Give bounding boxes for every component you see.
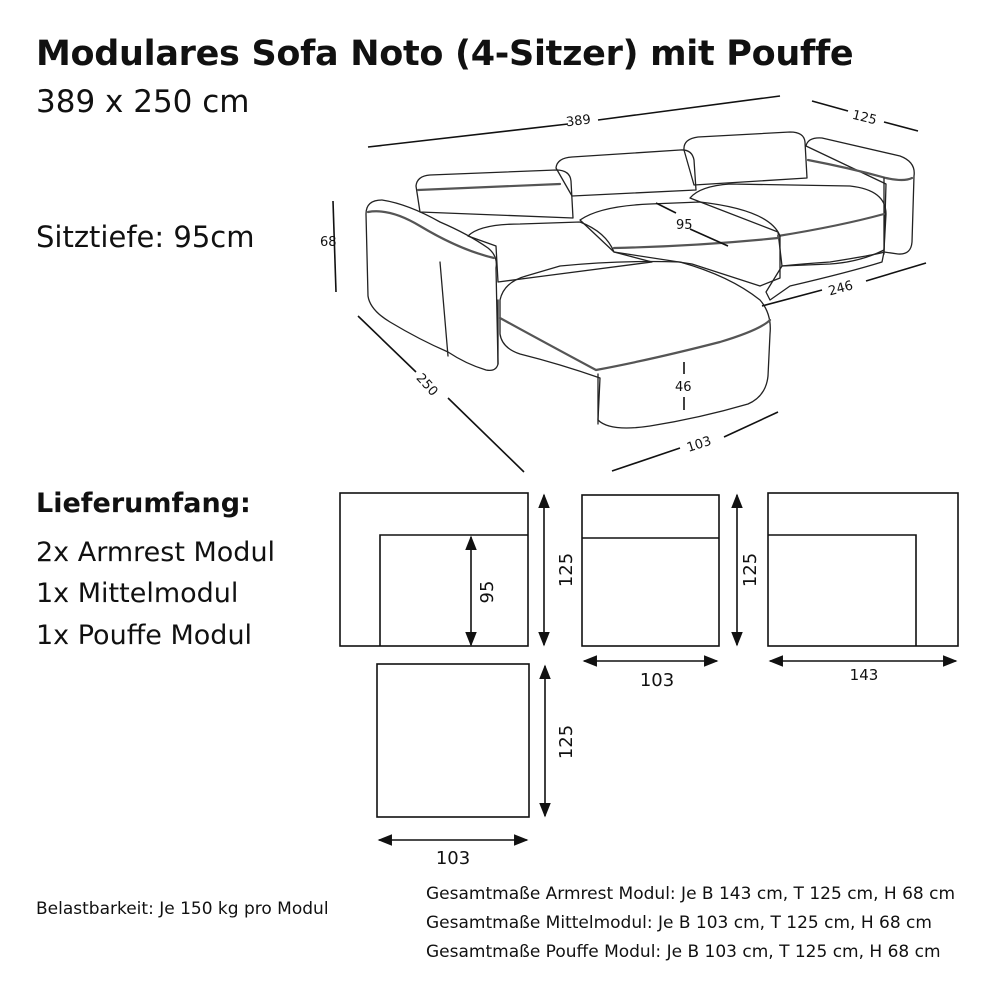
middle-module-plan xyxy=(582,495,719,646)
module-dimension-labels xyxy=(436,553,879,869)
side-125-line-left xyxy=(812,101,848,111)
pouffe-width-103: 103 xyxy=(435,848,471,869)
seat-depth-label: Sitztiefe: 95cm xyxy=(36,220,255,254)
dim-length-246: 246 xyxy=(826,278,855,300)
side-125-line-right xyxy=(884,122,918,131)
armrest-left-plan xyxy=(340,493,528,646)
armrest-left-depth-125: 125 xyxy=(556,552,577,588)
back-cushion-left xyxy=(416,170,573,218)
pouffe-plan xyxy=(377,664,529,817)
pouffe-width-103-line-right xyxy=(724,412,778,437)
back-cushion-right xyxy=(684,132,807,185)
seat-depth-95-line-upper xyxy=(656,203,676,213)
dim-width-389: 389 xyxy=(565,112,592,131)
page-subtitle: 389 x 250 cm xyxy=(36,84,250,120)
armrest-right-plan xyxy=(768,493,958,646)
sofa-base xyxy=(766,252,884,300)
width-389-line-left xyxy=(368,124,568,147)
dim-side-125: 125 xyxy=(850,107,879,129)
load-capacity-note: Belastbarkeit: Je 150 kg pro Modul xyxy=(36,899,329,919)
dim-height-68: 68 xyxy=(320,235,337,250)
armrest-left-seat-depth-95: 95 xyxy=(477,580,498,604)
depth-250-line-upper xyxy=(358,316,416,372)
armrest-right xyxy=(806,138,914,254)
middle-width-103: 103 xyxy=(639,670,675,691)
dims-pouffe-line: Gesamtmaße Pouffe Modul: Je B 103 cm, T 125 cm, H 68 cm xyxy=(426,942,941,962)
delivery-item-middle: 1x Mittelmodul xyxy=(36,578,239,609)
sofa-sketch xyxy=(366,132,914,428)
dim-pouffe-height-46: 46 xyxy=(675,380,692,395)
armrest-right-width-143: 143 xyxy=(849,666,879,684)
pouffe-width-103-line-left xyxy=(612,448,680,471)
dims-middle-line: Gesamtmaße Mittelmodul: Je B 103 cm, T 125 cm, H 68 cm xyxy=(426,913,932,933)
delivery-item-armrest: 2x Armrest Modul xyxy=(36,537,276,568)
module-plans xyxy=(340,493,958,817)
middle-depth-125: 125 xyxy=(740,552,761,588)
page-title: Modulares Sofa Noto (4-Sitzer) mit Pouffe xyxy=(36,34,854,74)
dim-pouffe-width-103: 103 xyxy=(685,433,714,456)
dim-seat-depth-95: 95 xyxy=(676,218,693,233)
pouffe-depth-125: 125 xyxy=(556,724,577,760)
back-cushion-middle xyxy=(556,150,696,196)
dim-depth-250: 250 xyxy=(412,370,441,400)
pouffe xyxy=(500,262,770,429)
delivery-scope-heading: Lieferumfang: xyxy=(36,488,251,519)
delivery-item-pouffe: 1x Pouffe Modul xyxy=(36,620,253,651)
depth-250-line-lower xyxy=(448,398,524,472)
length-246-line-right xyxy=(866,263,926,281)
width-389-line-right xyxy=(598,96,780,120)
armrest-left xyxy=(366,200,498,370)
seat-cushion-right xyxy=(690,184,886,266)
dims-armrest-line: Gesamtmaße Armrest Modul: Je B 143 cm, T 125 cm, H 68 cm xyxy=(426,884,956,904)
length-246-line-left xyxy=(762,290,822,306)
